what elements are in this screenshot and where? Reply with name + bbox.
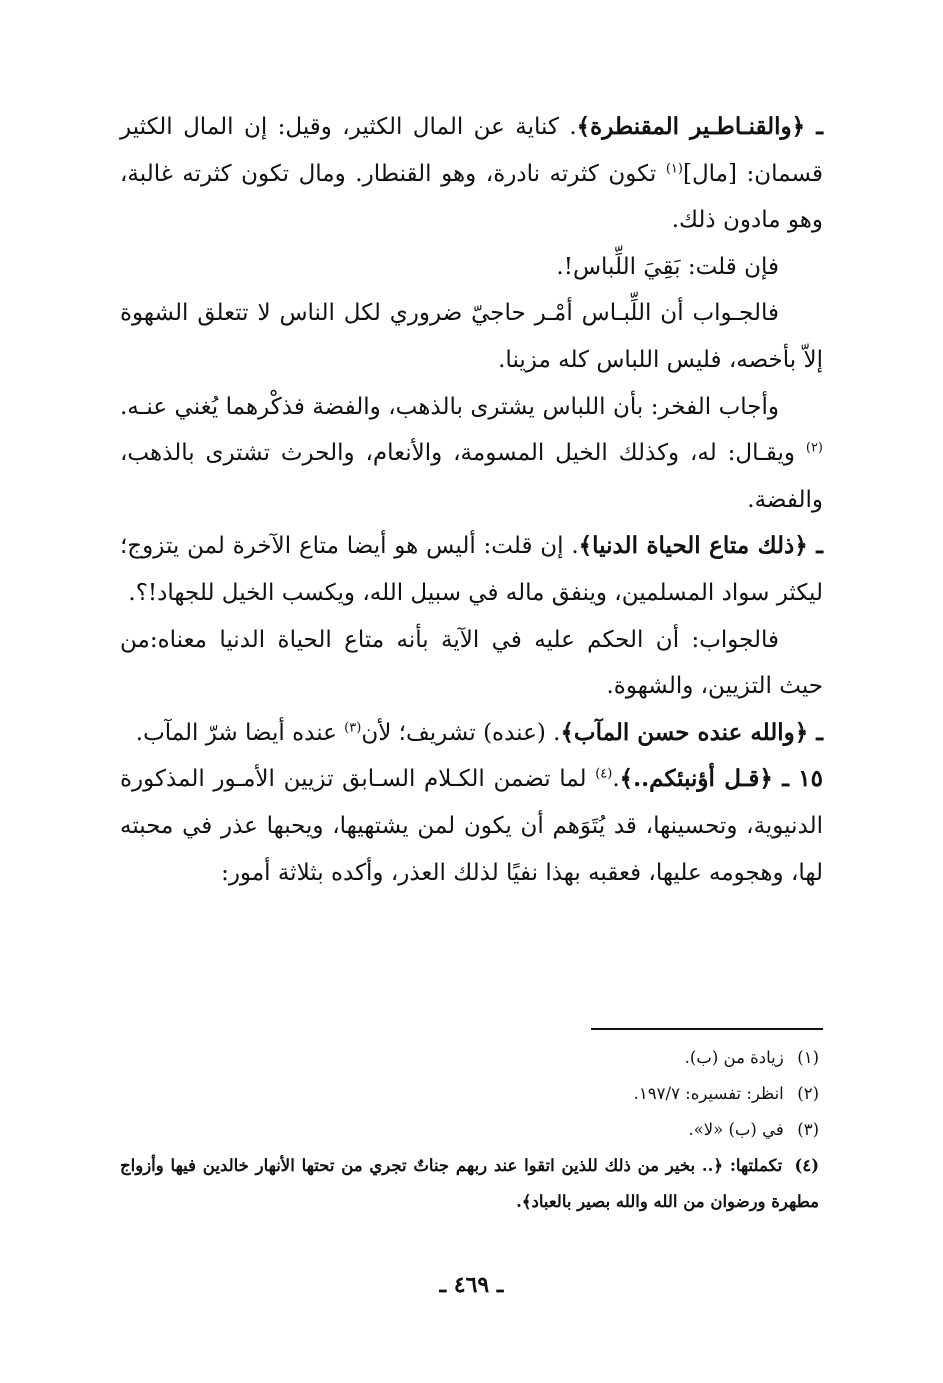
paragraph-text-cont: ويقـال: له، وكذلك الخيل المسومة، والأنعام، والحرث تشترى بالذهب، والفضة. — [120, 440, 823, 513]
paragraph-fakhr — [120, 384, 823, 524]
footnote-number: (١) — [797, 1048, 819, 1067]
footnote-ref: (١) — [665, 160, 683, 176]
footnote-text: تكملتها: ﴿.. بخير من ذلك للذين اتقوا عند ربهم جناتٌ تجري من تحتها الأنهار خالدين فيها وأزواج مطهرة ورضوان من الله والله بصير بالعباد﴾. — [120, 1156, 819, 1211]
quran-phrase: ـ ﴿والله عنده حسن المآب﴾ — [560, 718, 823, 746]
paragraph-text: . إن قلت: أليس هو أيضا متاع الآخرة لمن يتزوج؛ ليكثر سواد المسلمين، وينفق ماله في سبيل الله، ويكسب الخيل للجهاد!؟. — [120, 533, 823, 606]
footnote — [120, 1040, 819, 1076]
paragraph-text: . (عنده) تشريف؛ لأن — [361, 719, 561, 746]
paragraph-answer-mataa — [120, 617, 823, 710]
footnote-text: في (ب) «لا». — [688, 1120, 784, 1139]
footnote — [120, 1112, 819, 1148]
paragraph-text-cont: عنده أيضا شرّ المآب. — [135, 719, 345, 746]
footnotes — [120, 1040, 819, 1220]
main-text — [120, 104, 823, 896]
quran-phrase: ١٥ ـ ﴿قـل أؤنبئكم..﴾ — [619, 765, 823, 793]
paragraph-maab — [120, 710, 823, 757]
footnote-text: انظر: تفسيره: ١٩٧/٧. — [633, 1084, 784, 1103]
paragraph-text-cont: لما تضمن الكـلام السـابق تزيين الأمـور المذكورة الدنيوية، وتحسينها، قد يُتَوَهم أن يكون لمن يشتهيها، ويحبها عذر في محبته لها، وهجومه عليها، فعقبه بهذا نفيًا لذلك العذر، وأكده بثلاثة أمور: — [120, 766, 823, 886]
paragraph-text-cont: تكون كثرته نادرة، وهو القنطار. ومال تكون كثرته غالبة، وهو مادون ذلك. — [120, 160, 823, 234]
paragraph-text: فالجـواب أن اللِّبـاس أمْـر حاجيّ ضروري لكل الناس لا تتعلق الشهوة إلاّ بأخصه، فليس اللباس كله مزينا. — [120, 300, 823, 373]
footnote-number: (٢) — [797, 1084, 819, 1103]
footnote-divider — [591, 1028, 823, 1030]
paragraph-answer-libas — [120, 290, 823, 383]
paragraph-text: . — [612, 766, 620, 793]
paragraph-text: فإن قلت: بَقِيَ اللِّباس!. — [556, 253, 779, 280]
paragraph-mataa — [120, 523, 823, 616]
paragraph-verse-15 — [120, 756, 823, 896]
paragraph-qanatir — [120, 104, 823, 244]
footnote — [120, 1076, 819, 1112]
paragraph-text: وأجاب الفخر: بأن اللباس يشترى بالذهب، والفضة فذكْرهما يُغني عنـه. — [120, 393, 779, 420]
footnote-ref: (٤) — [595, 766, 613, 782]
quran-phrase: ـ ﴿والقنـاطـير المقنطرة﴾ — [576, 113, 823, 140]
quran-phrase: ـ ﴿ذلك متاع الحياة الدنيا﴾ — [578, 532, 823, 560]
footnote-text: زيادة من (ب). — [684, 1048, 784, 1067]
footnote-number: (٤) — [794, 1156, 820, 1175]
footnote-number: (٣) — [797, 1120, 819, 1139]
footnote-ref: (٣) — [344, 720, 362, 736]
footnote — [120, 1148, 819, 1220]
page-number: ـ ٤٦٩ ـ — [439, 1272, 504, 1298]
paragraph-text: فالجواب: أن الحكم عليه في الآية بأنه متاع الحياة الدنيا معناه:من حيث التزيين، والشهوة. — [120, 626, 823, 700]
footnote-ref: (٢) — [805, 440, 823, 456]
paragraph-question-libas — [120, 244, 823, 291]
paragraph-text: . كناية عن المال الكثير، وقيل: إن المال الكثير قسمان: [مال] — [120, 114, 823, 187]
